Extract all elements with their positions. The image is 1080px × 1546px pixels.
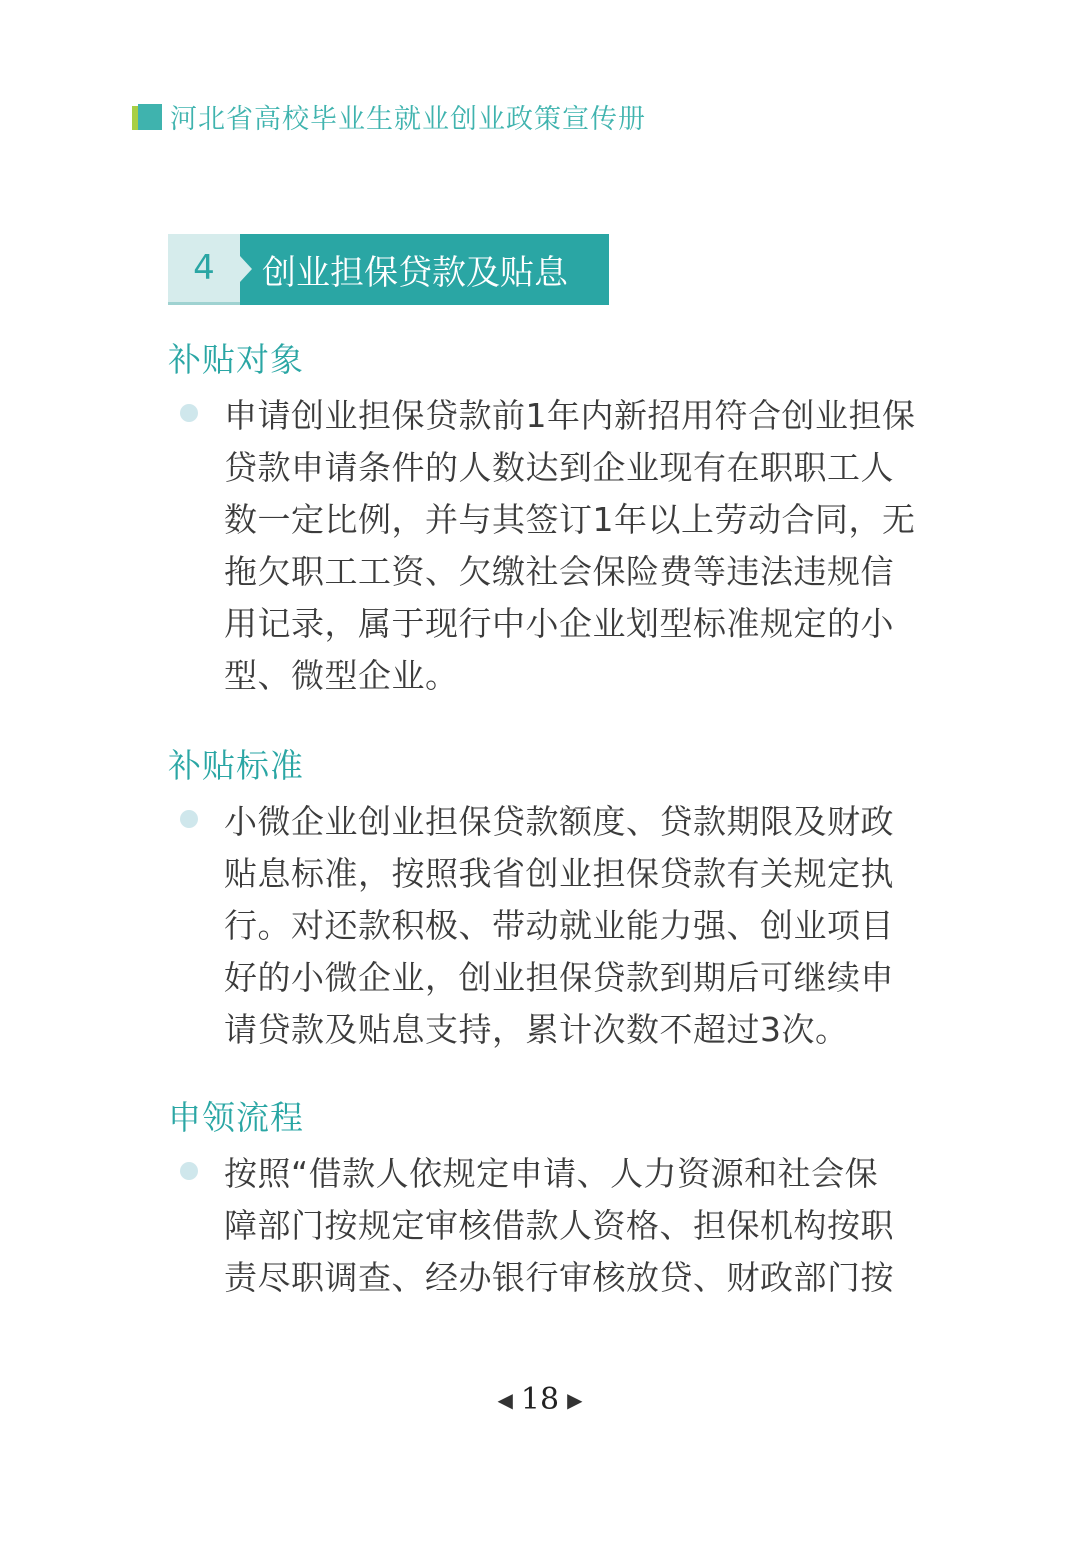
section-title: 创业担保贷款及贴息 [262,253,568,293]
page-number [0,1382,1080,1417]
text-line: 按照“借款人依规定申请、人力资源和社会保 [224,1154,879,1193]
bullet-icon [180,1162,198,1180]
paragraph [224,1148,974,1304]
text-line: 好的小微企业，创业担保贷款到期后可继续申 [224,958,894,997]
text-line: 贴息标准，按照我省创业担保贷款有关规定执 [224,854,894,893]
document-header [132,96,646,136]
text-line: 用记录，属于现行中小企业划型标准规定的小 [224,604,894,643]
left-triangle-icon: ◀ [497,1387,513,1412]
bullet-icon [180,404,198,422]
text-line: 责尽职调查、经办银行审核放贷、财政部门按 [224,1258,894,1297]
header-title: 河北省高校毕业生就业创业政策宣传册 [170,103,646,135]
text-line: 拖欠职工工资、欠缴社会保险费等违法违规信 [224,552,894,591]
bullet-icon [180,810,198,828]
section-title-box [240,234,609,305]
text-line: 申请创业担保贷款前1年内新招用符合创业担保 [224,396,916,435]
right-triangle-icon: ▶ [567,1387,583,1412]
text-line: 障部门按规定审核借款人资格、担保机构按职 [224,1206,894,1245]
subheading-target: 补贴对象 [168,340,304,379]
subheading-process: 申领流程 [168,1098,304,1137]
text-line: 贷款申请条件的人数达到企业现有在职职工人 [224,448,894,487]
section-number: 4 [168,234,240,305]
text-line: 型、微型企业。 [224,656,459,695]
text-line: 请贷款及贴息支持，累计次数不超过3次。 [224,1010,849,1049]
page-number-value: 18 [520,1382,560,1417]
header-square-icon [132,102,162,130]
text-line: 小微企业创业担保贷款额度、贷款期限及财政 [224,802,894,841]
text-line: 数一定比例，并与其签订1年以上劳动合同，无 [224,500,916,539]
text-line: 行。对还款积极、带动就业能力强、创业项目 [224,906,894,945]
paragraph [224,796,974,1056]
section-banner [168,234,609,305]
subheading-standard: 补贴标准 [168,746,304,785]
paragraph [224,390,974,702]
